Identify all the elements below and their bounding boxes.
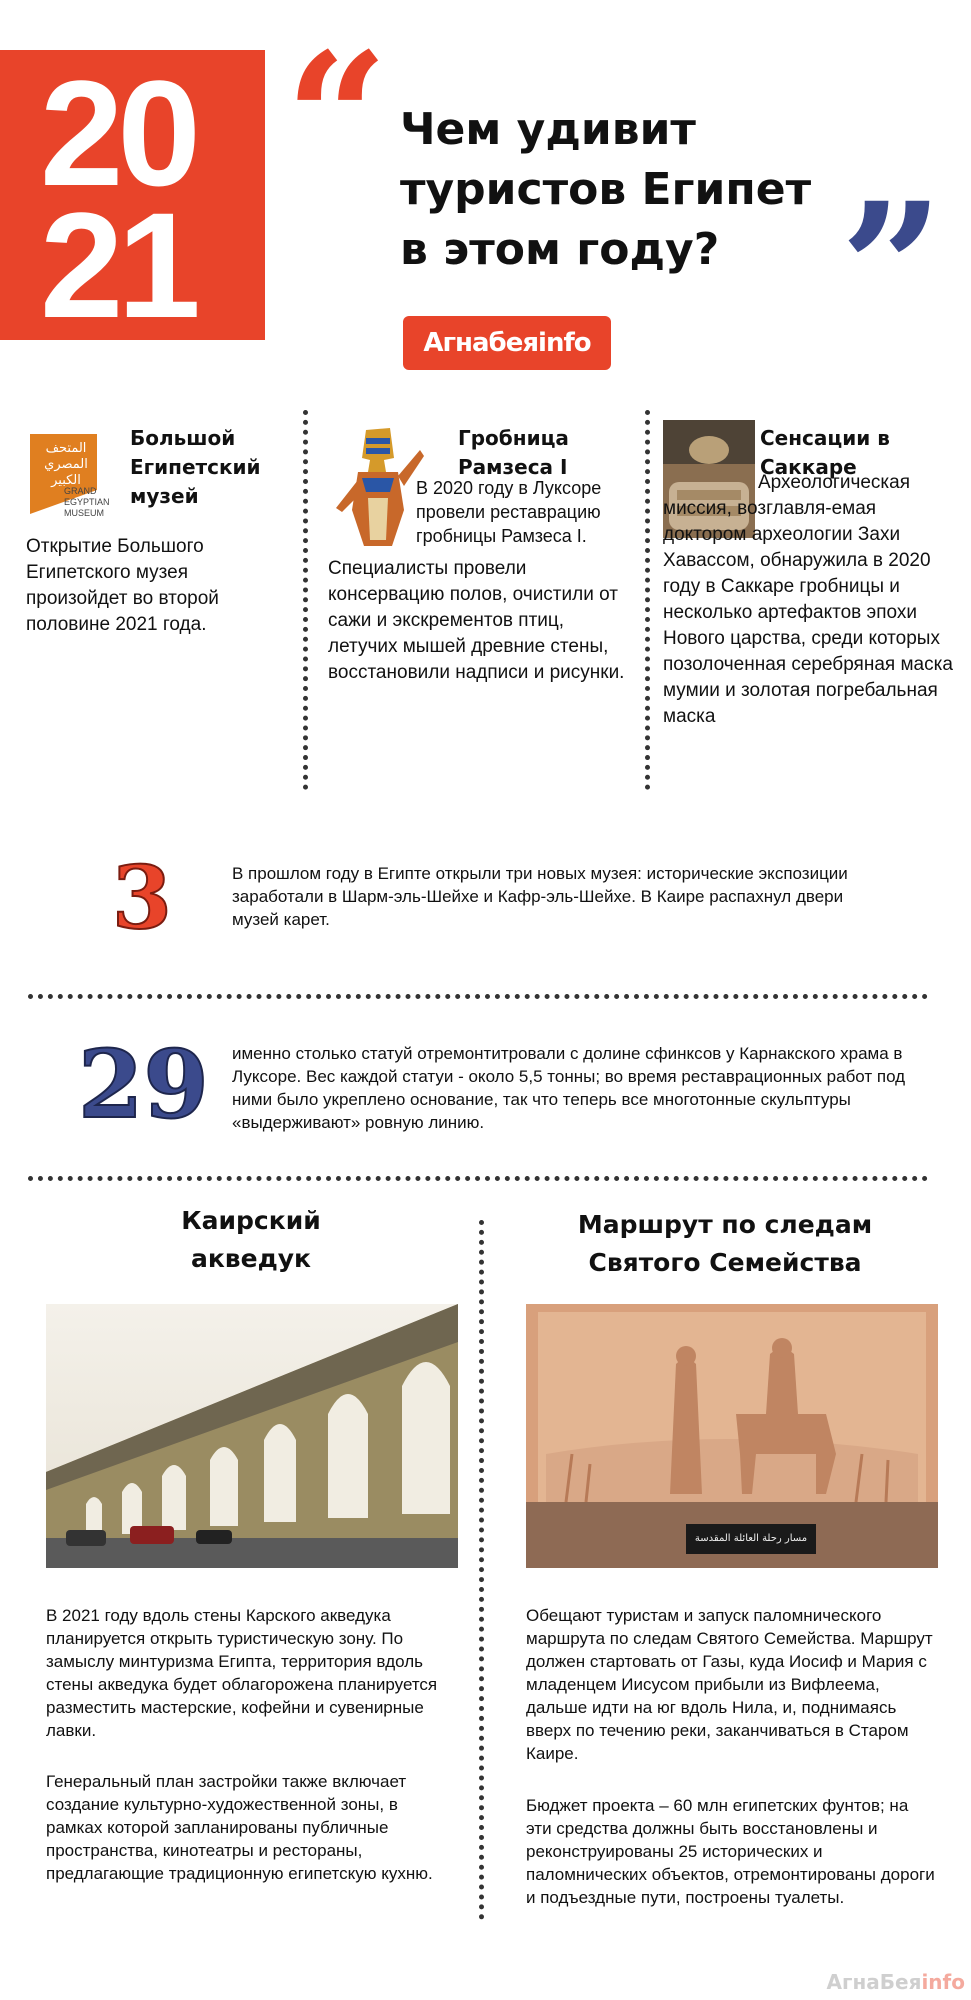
fact-text: В прошлом году в Египте открыли три новых музея: исторические экспозиции заработали в Шарм-эль-Шейхе и Кафр-эль-Шейхе. В Каире распахнул двери музей карет. xyxy=(232,864,848,929)
headline-line: туристов Египет xyxy=(400,164,812,215)
museum-logo-caption: GRAND EGYPTIAN MUSEUM xyxy=(64,486,110,518)
headline xyxy=(400,100,860,280)
brand-badge[interactable]: Агнабеяinfo xyxy=(403,316,611,370)
fact-number: 29 xyxy=(78,1030,209,1140)
section-title: Каирский акведук xyxy=(181,1206,321,1273)
svg-text:الكبير: الكبير xyxy=(51,473,81,488)
year-block xyxy=(0,49,265,349)
column-text: Археологическая миссия, возглавля-емая доктором археологии Захи Хавассом, обнаружила в 2020 году в Саккаре гробницы и несколько артефактов эпохи Нового царства, среди которых позолоченная серебряная маска мумии и золотая погребальная маска xyxy=(663,472,953,727)
headline-line: в этом году? xyxy=(400,224,720,275)
svg-text:المتحف: المتحف xyxy=(45,441,87,456)
holy-family-relief-photo xyxy=(526,1304,938,1568)
column-title: Сенсации в Саккаре xyxy=(760,426,890,479)
section-paragraph: Бюджет проекта – 60 млн египетских фунтов; на эти средства должны быть восстановлены и реконструированы 25 исторических и паломнических объектов, отремонтированы дороги и подъездные пути, построены туалеты. xyxy=(526,1796,935,1907)
column-text: Открытие Большого Египетского музея произойдет во второй половине 2021 года. xyxy=(26,536,219,635)
aqueduct-photo xyxy=(46,1304,458,1568)
column-text: Специалисты провели консервацию полов, очистили от сажи и экскрементов птиц, летучих мышей древние стены, восстановили надписи и рисунки. xyxy=(328,558,625,683)
divider-vertical xyxy=(479,1220,484,1920)
column-title: Гробница Рамзеса I xyxy=(458,426,569,479)
section-paragraph: В 2021 году вдоль стены Карского акведука планируется открыть туристическую зону. По замыслу минтуризма Египта, территория вдоль стены акведука будет облагорожена планируется разместить мастерские, кофейни и сувенирные лавки. xyxy=(46,1606,438,1740)
column-title: Большой Египетский музей xyxy=(130,426,261,508)
open-quote-icon: “ xyxy=(285,14,389,225)
watermark: АгнаБеяinfo xyxy=(826,1970,965,1994)
pharaoh-icon xyxy=(328,420,428,550)
fact-number: 3 xyxy=(112,848,172,949)
svg-text:المصري: المصري xyxy=(44,457,88,472)
section-paragraph: Обещают туристам и запуск паломнического маршрута по следам Святого Семейства. Маршрут должен стартовать от Газы, куда Иосиф и Мария с младенцем Иисусом прибыли из Вифлеема, дальше идти на юг вдоль Нила, и, поднимаясь вверх по течению реки, заканчиваться в Старом Каире. xyxy=(526,1606,933,1763)
year-top: 20 xyxy=(40,49,195,217)
divider-vertical xyxy=(303,410,308,790)
divider-horizontal xyxy=(28,1176,928,1181)
fact-text: именно столько статуй отремонтитровали с долине сфинксов у Карнакского храма в Луксоре. Вес каждой статуи - около 5,5 тонны; во время реставрационных работ под ними было укреплено основание, так что теперь все многотонные скульптуры «выдерживают» ровную линию. xyxy=(232,1044,906,1132)
headline-line: Чем удивит xyxy=(400,104,696,155)
divider-horizontal xyxy=(28,994,928,999)
section-title: Маршрут по следам Святого Семейства xyxy=(577,1210,873,1277)
section-paragraph: Генеральный план застройки также включает создание культурно-художественной зоны, в рамках которой запланированы публичные пространства, кинотеатры и рестораны, предлагающие традиционную египетскую кухню. xyxy=(46,1772,433,1883)
close-quote-icon: ” xyxy=(840,164,944,375)
plaque-text: مسار رحلة العائلة المقدسة xyxy=(694,1533,808,1544)
year-bottom: 21 xyxy=(40,181,195,349)
column-intro: В 2020 году в Луксоре провели реставрацию гробницы Рамзеса I. xyxy=(416,478,602,546)
